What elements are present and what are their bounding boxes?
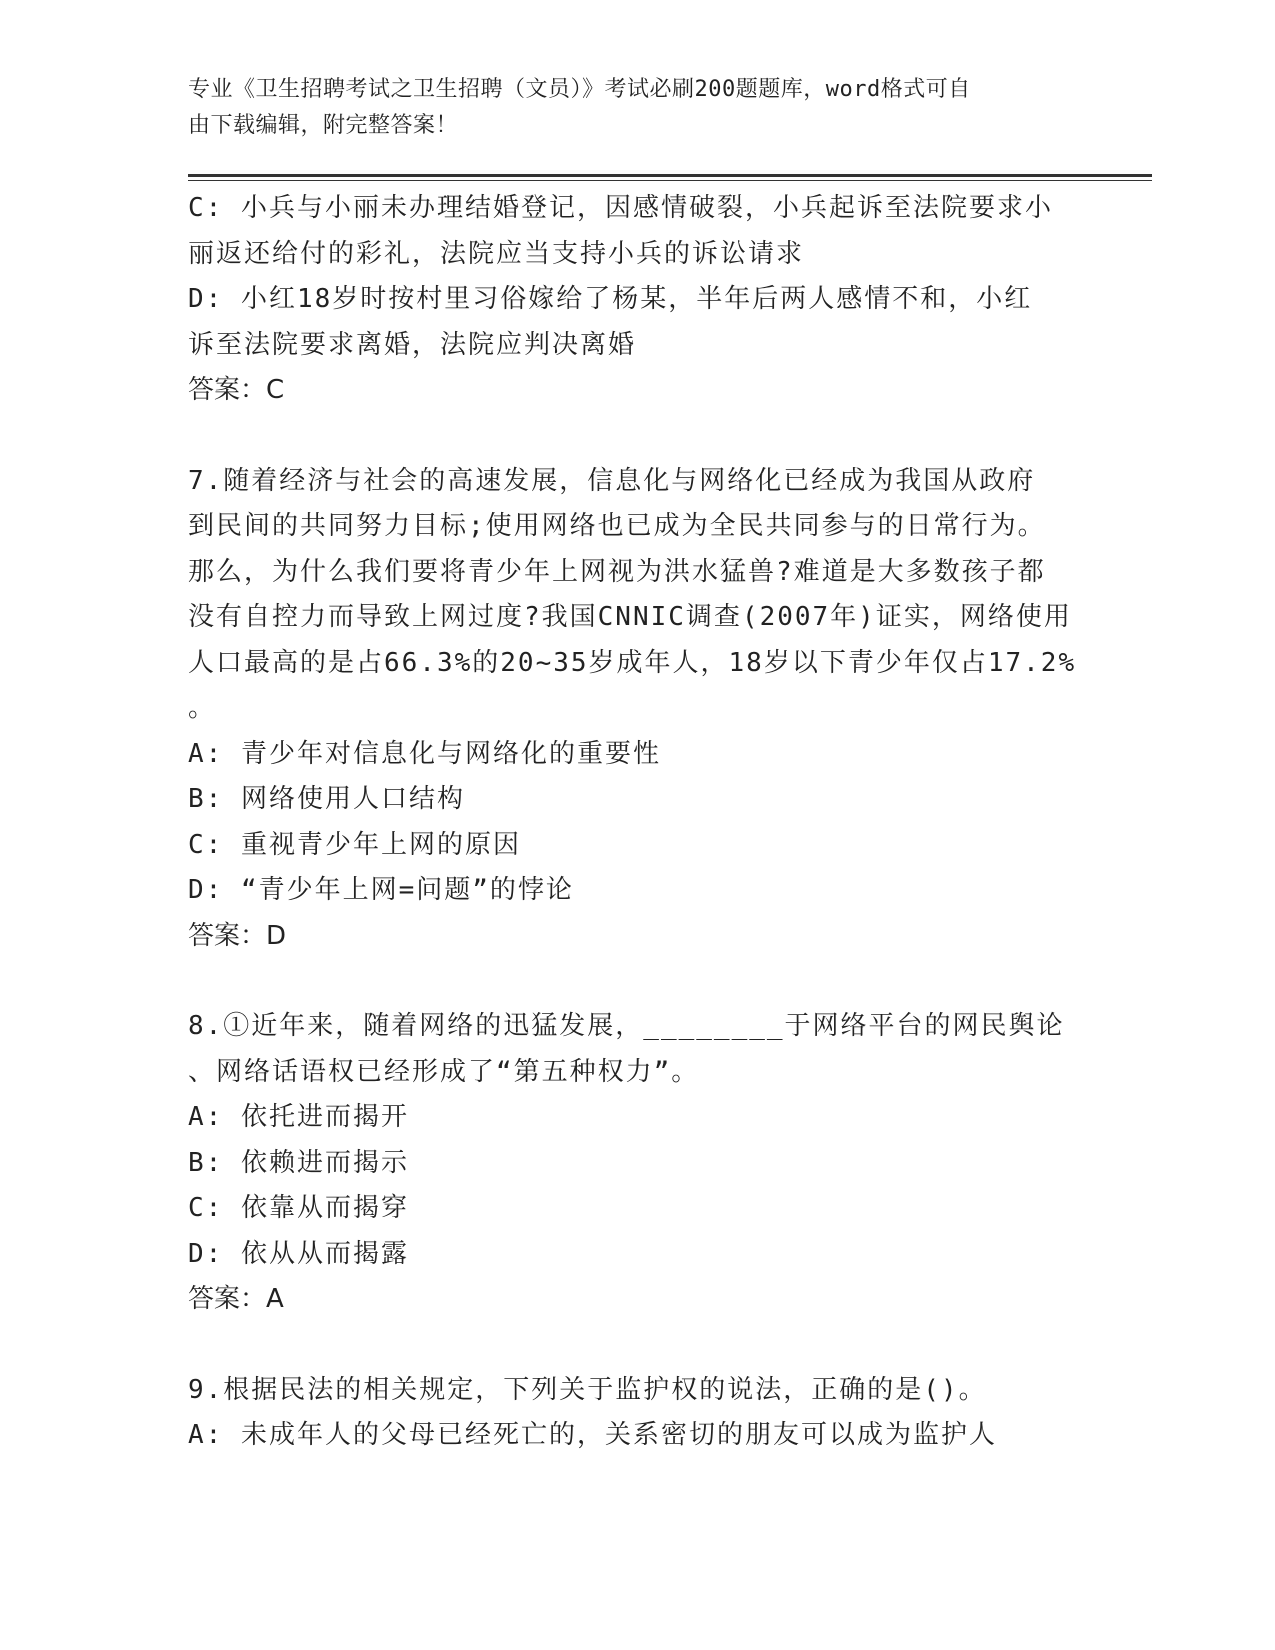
q6-option-c-line-2: 丽返还给付的彩礼，法院应当支持小兵的诉讼请求 [188,238,805,269]
q7-option-d: D: “青少年上网=问题”的悖论 [188,875,574,905]
q8-option-d: D: 依从从而揭露 [188,1238,409,1269]
q6-answer: 答案：C [188,375,285,405]
question-7 [188,459,1088,960]
q7-stem-line-6: 。 [188,693,217,723]
spacer [188,1323,1088,1368]
q7-option-b: B: 网络使用人口结构 [188,784,465,814]
q8-option-c: C: 依靠从而揭穿 [188,1193,409,1223]
header-rule-thick [188,174,1152,177]
q7-stem-line-1: 7.随着经济与社会的高速发展，信息化与网络化已经成为我国从政府 [188,465,1036,496]
q7-option-c: C: 重视青少年上网的原因 [188,829,521,860]
q6-option-d-line-2: 诉至法院要求离婚，法院应判决离婚 [188,329,637,360]
page-header [188,72,1068,144]
q7-option-a: A: 青少年对信息化与网络化的重要性 [188,738,661,769]
q6-option-c-line-1: C: 小兵与小丽未办理结婚登记，因感情破裂，小兵起诉至法院要求小 [188,193,1053,223]
q9-option-a: A: 未成年人的父母已经死亡的，关系密切的朋友可以成为监护人 [188,1420,997,1450]
header-line-2: 由下载编辑，附完整答案！ [188,113,459,138]
q8-answer: 答案：A [188,1284,284,1314]
q9-stem-line-1: 9.根据民法的相关规定，下列关于监护权的说法，正确的是()。 [188,1374,987,1405]
q7-stem-line-5: 人口最高的是占66.3%的20~35岁成年人，18岁以下青少年仅占17.2% [188,647,1077,678]
q8-stem-line-1: 8.①近年来，随着网络的迅猛发展，________于网络平台的网民舆论 [188,1011,1065,1041]
q8-option-a: A: 依托进而揭开 [188,1102,409,1132]
q6-option-d-line-1: D: 小红18岁时按村里习俗嫁给了杨某，半年后两人感情不和，小红 [188,284,1033,314]
q8-option-b: B: 依赖进而揭示 [188,1147,409,1178]
spacer [188,959,1088,1004]
q7-stem-line-4: 没有自控力而导致上网过度?我国CNNIC调查(2007年)证实，网络使用 [188,602,1072,632]
q7-answer: 答案：D [188,920,287,951]
question-8 [188,1004,1088,1323]
spacer [188,414,1088,459]
header-rule-thin [188,180,1152,181]
question-9 [188,1368,1088,1459]
question-6 [188,186,1088,414]
header-line-1: 专业《卫生招聘考试之卫生招聘（文员）》考试必刷200题题库，word格式可自 [188,77,971,102]
q7-stem-line-2: 到民间的共同努力目标;使用网络也已成为全民共同参与的日常行为。 [188,511,1046,541]
q8-stem-line-2: 、网络话语权已经形成了“第五种权力”。 [188,1056,700,1087]
q7-stem-line-3: 那么，为什么我们要将青少年上网视为洪水猛兽?难道是大多数孩子都 [188,556,1046,587]
document-body [188,186,1088,1459]
